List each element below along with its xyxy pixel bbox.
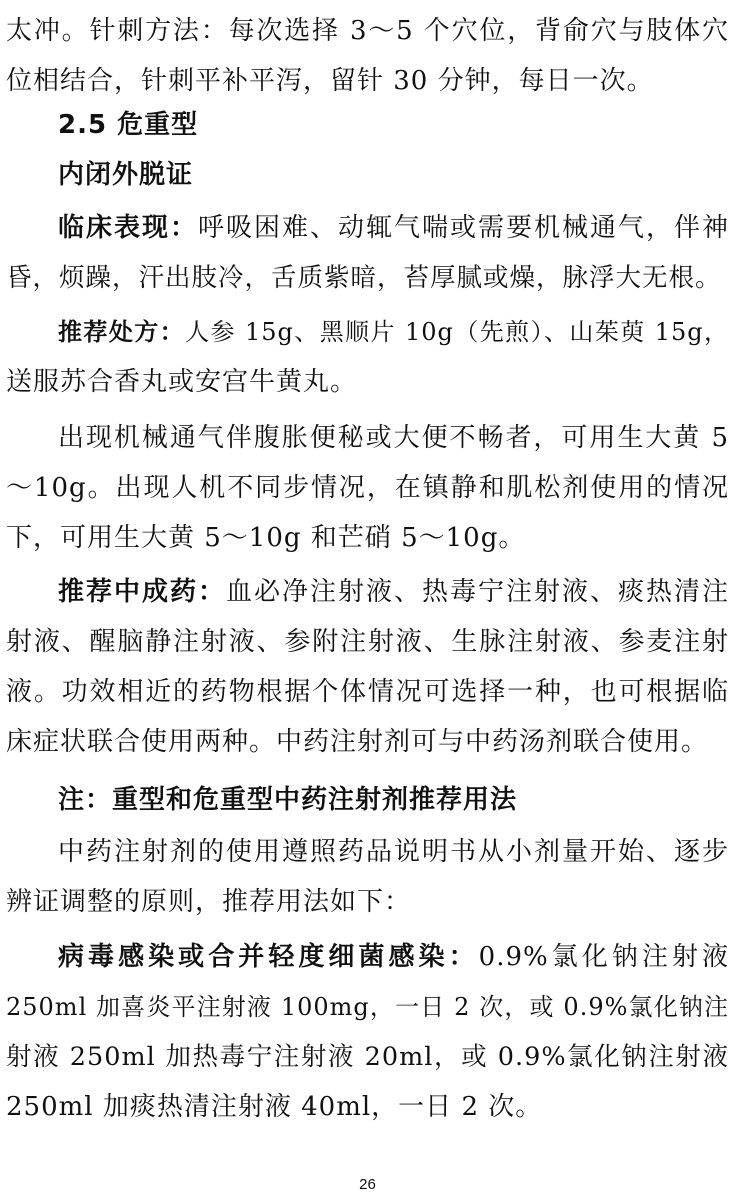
- infection-line-1-text: 0.9%氯化钠注射液: [478, 942, 729, 972]
- intro-line-2: 位相结合，针刺平补平泻，留针 30 分钟，每日一次。: [6, 66, 654, 96]
- infection-line-1: [0, 932, 735, 982]
- infection-label: 病毒感染或合并轻度细菌感染：: [58, 942, 479, 972]
- patent-medicine-line-2: 射液、醒脑静注射液、参附注射液、生脉注射液、参麦注射: [6, 627, 729, 657]
- ventilation-line-2: ～10g。出现人机不同步情况，在镇静和肌松剂使用的情况: [6, 473, 729, 503]
- injection-intro-line-1: 中药注射剂的使用遵照药品说明书从小剂量开始、逐步: [58, 837, 729, 867]
- prescription-line-1: [0, 307, 735, 357]
- page-number: 26: [359, 1176, 376, 1193]
- clinical-line-1-text: 呼吸困难、动辄气喘或需要机械通气，伴神: [198, 213, 729, 243]
- prescription-paragraph: [0, 307, 735, 407]
- section-heading: [0, 100, 735, 150]
- clinical-line-2: 昏，烦躁，汗出肢冷，舌质紫暗，苔厚腻或燥，脉浮大无根。: [6, 263, 722, 293]
- clinical-line-1: [0, 203, 735, 253]
- patent-medicine-label: 推荐中成药：: [58, 577, 226, 607]
- ventilation-paragraph: [0, 413, 735, 563]
- injection-note-heading: [0, 775, 735, 825]
- patent-medicine-line-4: 床症状联合使用两种。中药注射剂可与中药汤剂联合使用。: [6, 727, 709, 757]
- prescription-line-2: 送服苏合香丸或安宫牛黄丸。: [6, 367, 358, 397]
- injection-intro-paragraph: [0, 827, 735, 927]
- patent-medicine-line-3: 液。功效相近的药物根据个体情况可选择一种，也可根据临: [6, 677, 729, 707]
- subsection-heading: [0, 150, 735, 200]
- infection-paragraph: [0, 932, 735, 1132]
- subsection-heading-text: 内闭外脱证: [58, 160, 194, 190]
- injection-intro-line-2: 辨证调整的原则，推荐用法如下：: [6, 887, 412, 917]
- intro-line-1: 太冲。针刺方法：每次选择 3～5 个穴位，背俞穴与肢体穴: [6, 16, 729, 46]
- ventilation-line-3: 下，可用生大黄 5～10g 和芒硝 5～10g。: [6, 523, 526, 553]
- prescription-label: 推荐处方：: [58, 318, 186, 346]
- infection-line-4: 250ml 加痰热清注射液 40ml，一日 2 次。: [6, 1092, 543, 1122]
- clinical-label: 临床表现：: [58, 213, 198, 243]
- patent-medicine-line-1: [0, 567, 735, 617]
- patent-medicine-line-1-text: 血必净注射液、热毒宁注射液、痰热清注: [226, 577, 729, 607]
- infection-line-3: 射液 250ml 加热毒宁注射液 20ml，或 0.9%氯化钠注射液: [6, 1042, 729, 1072]
- injection-note-heading-text: 注：重型和危重型中药注射剂推荐用法: [58, 785, 518, 815]
- infection-line-2: 250ml 加喜炎平注射液 100mg，一日 2 次，或 0.9%氯化钠注: [6, 993, 729, 1021]
- ventilation-line-1: 出现机械通气伴腹胀便秘或大便不畅者，可用生大黄 5: [58, 423, 729, 453]
- section-heading-text: 2.5 危重型: [58, 110, 199, 140]
- prescription-line-1-text: 人参 15g、黑顺片 10g（先煎）、山茱萸 15g，: [185, 318, 730, 346]
- intro-paragraph: [0, 6, 735, 106]
- clinical-paragraph: [0, 203, 735, 303]
- patent-medicine-paragraph: [0, 567, 735, 767]
